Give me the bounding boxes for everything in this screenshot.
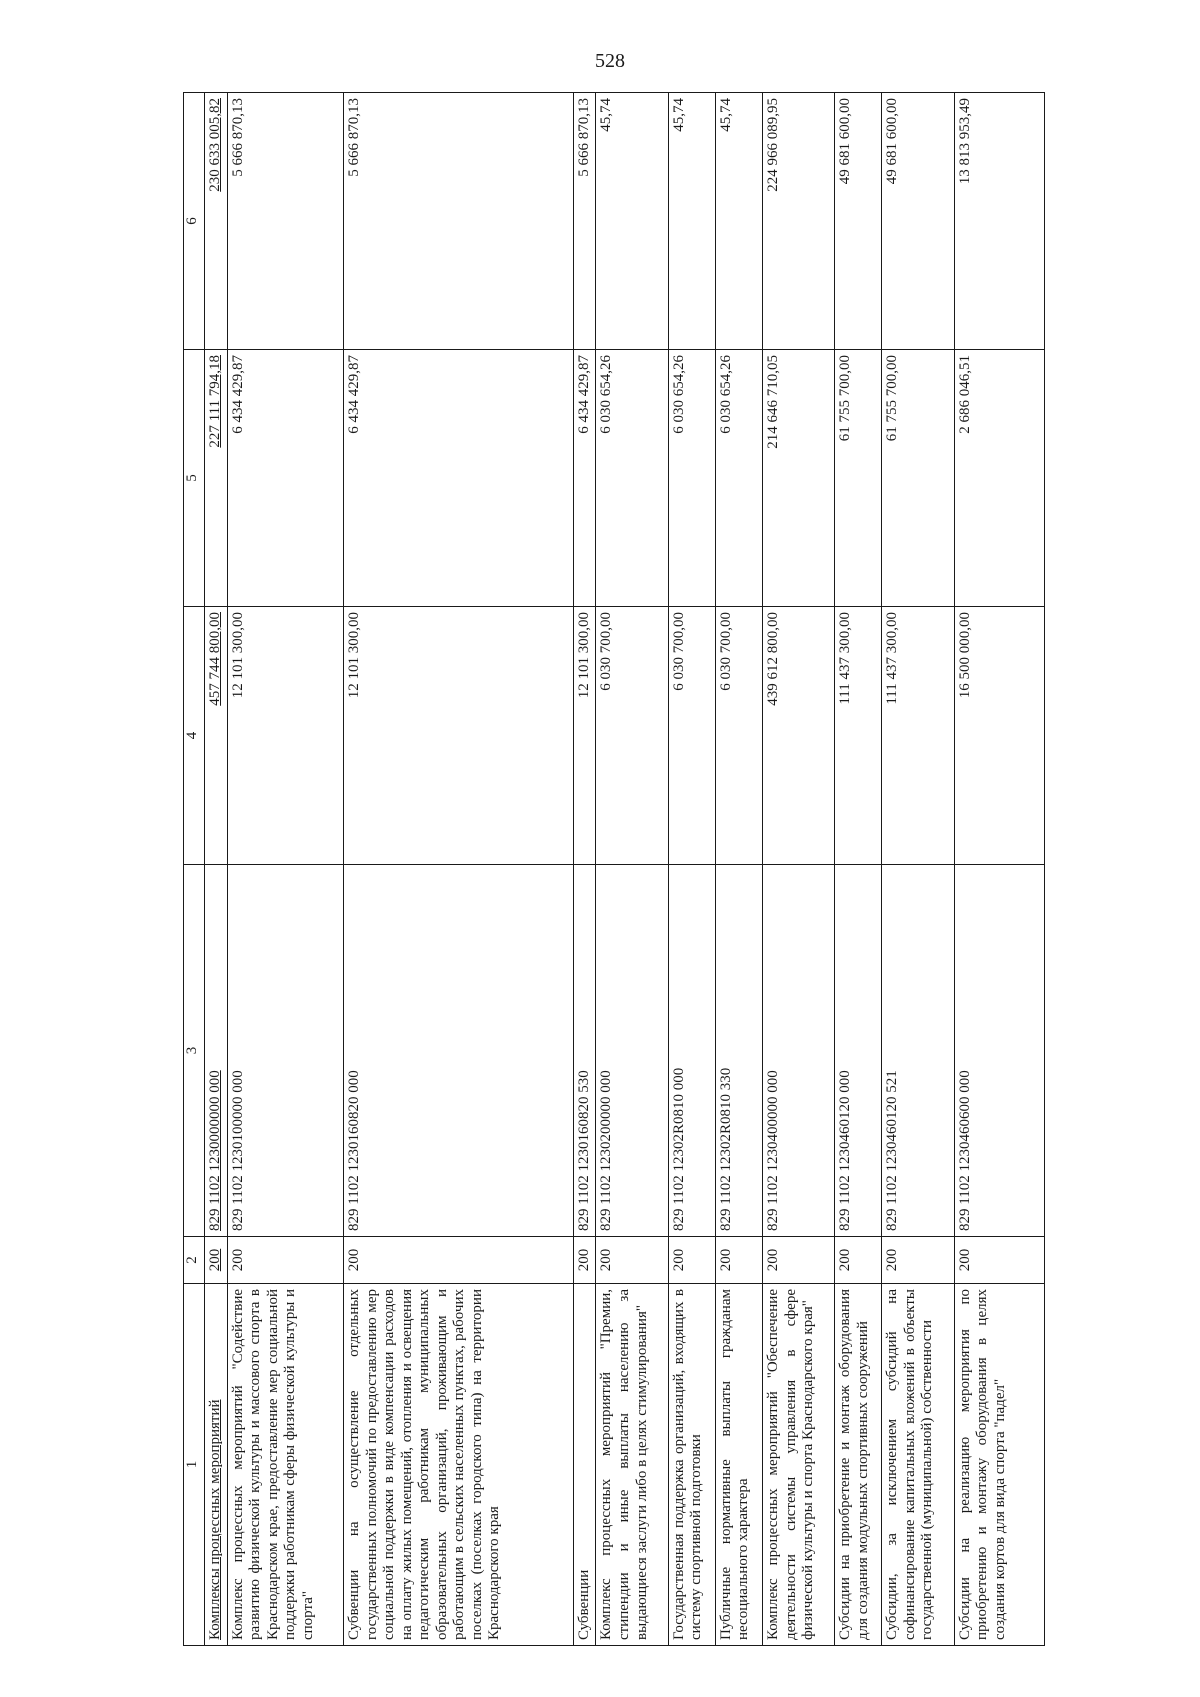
- row-fact-cell: 61 755 700,00: [835, 350, 882, 607]
- row-col2-cell: 200: [344, 1237, 574, 1284]
- table-row: [882, 93, 954, 1646]
- row-plan-cell: 12 101 300,00: [573, 607, 596, 865]
- table-row: [835, 93, 882, 1646]
- row-code-cell: 829 1102 1230160820 000: [344, 865, 574, 1237]
- row-code-cell: 829 1102 12302R0810 000: [668, 865, 715, 1237]
- row-code-cell: 829 1102 12302R0810 330: [715, 865, 762, 1237]
- row-remain-cell: 230 633 005,82: [205, 93, 228, 350]
- row-col2-cell: 200: [573, 1237, 596, 1284]
- row-code-cell: 829 1102 1230000000 000: [205, 865, 228, 1237]
- row-plan-cell: 6 030 700,00: [668, 607, 715, 865]
- row-col2-cell: 200: [882, 1237, 954, 1284]
- row-remain-cell: 45,74: [715, 93, 762, 350]
- row-fact-cell: 2 686 046,51: [954, 350, 1044, 607]
- row-code-cell: 829 1102 1230200000 000: [596, 865, 668, 1237]
- row-name-cell: Субвенции на осуществление отдельных государственных полномочий по предоставлению мер социальной поддержки в виде компенсации расходов на оплату жилых помещений, отопления и освещения педагогическим работникам муниципальных образовательных организаций, проживающим и работающим в сельских населенных пунктах, рабочих поселках (поселках городского типа) на территории Краснодарского края: [344, 1284, 574, 1646]
- table-row: [227, 93, 343, 1646]
- row-fact-cell: 6 434 429,87: [227, 350, 343, 607]
- row-name-cell: Комплекс процессных мероприятий "Премии, стипендии и иные выплаты населению за выдающиеся заслуги либо в целях стимулирования": [596, 1284, 668, 1646]
- row-plan-cell: 12 101 300,00: [344, 607, 574, 865]
- row-remain-cell: 5 666 870,13: [344, 93, 574, 350]
- row-plan-cell: 16 500 000,00: [954, 607, 1044, 865]
- row-plan-cell: 439 612 800,00: [762, 607, 834, 865]
- page-number: 528: [595, 50, 625, 72]
- row-fact-cell: 6 030 654,26: [596, 350, 668, 607]
- row-plan-cell: 111 437 300,00: [835, 607, 882, 865]
- row-fact-cell: 6 030 654,26: [715, 350, 762, 607]
- row-name-cell: Комплексы процессных мероприятий: [205, 1284, 228, 1646]
- row-name-cell: Субвенции: [573, 1284, 596, 1646]
- header-cell: 2: [184, 1237, 205, 1284]
- header-cell: 4: [184, 607, 205, 865]
- row-code-cell: 829 1102 1230160820 530: [573, 865, 596, 1237]
- table-row: [668, 93, 715, 1646]
- rotated-table-container: [183, 93, 1045, 1646]
- row-code-cell: 829 1102 1230460600 000: [954, 865, 1044, 1237]
- row-plan-cell: 12 101 300,00: [227, 607, 343, 865]
- row-code-cell: 829 1102 1230460120 000: [835, 865, 882, 1237]
- row-name-cell: Государственная поддержка организаций, входящих в систему спортивной подготовки: [668, 1284, 715, 1646]
- row-fact-cell: 61 755 700,00: [882, 350, 954, 607]
- row-remain-cell: 45,74: [668, 93, 715, 350]
- table-row: [344, 93, 574, 1646]
- header-cell: 3: [184, 865, 205, 1237]
- row-name-cell: Комплекс процессных мероприятий "Обеспечение деятельности системы управления в сфере физической культуры и спорта Краснодарского края": [762, 1284, 834, 1646]
- row-code-cell: 829 1102 1230100000 000: [227, 865, 343, 1237]
- row-plan-cell: 6 030 700,00: [715, 607, 762, 865]
- header-cell: 5: [184, 350, 205, 607]
- row-code-cell: 829 1102 1230400000 000: [762, 865, 834, 1237]
- row-fact-cell: 6 030 654,26: [668, 350, 715, 607]
- row-name-cell: Комплекс процессных мероприятий "Содействие развитию физической культуры и массового спорта в Краснодарском крае, предоставление мер социальной поддержки работникам сферы физической культуры и спорта": [227, 1284, 343, 1646]
- header-cell: 6: [184, 93, 205, 350]
- table-row: [762, 93, 834, 1646]
- budget-table: [183, 92, 1045, 1646]
- row-remain-cell: 49 681 600,00: [882, 93, 954, 350]
- row-plan-cell: 6 030 700,00: [596, 607, 668, 865]
- table-row: [573, 93, 596, 1646]
- row-col2-cell: 200: [668, 1237, 715, 1284]
- row-remain-cell: 13 813 953,49: [954, 93, 1044, 350]
- row-col2-cell: 200: [835, 1237, 882, 1284]
- row-fact-cell: 6 434 429,87: [573, 350, 596, 607]
- row-col2-cell: 200: [227, 1237, 343, 1284]
- table-row: [596, 93, 668, 1646]
- row-fact-cell: 227 111 794,18: [205, 350, 228, 607]
- row-code-cell: 829 1102 1230460120 521: [882, 865, 954, 1237]
- row-col2-cell: 200: [762, 1237, 834, 1284]
- row-col2-cell: 200: [954, 1237, 1044, 1284]
- row-remain-cell: 224 966 089,95: [762, 93, 834, 350]
- row-name-cell: Субсидии на реализацию мероприятия по приобретению и монтажу оборудования в целях создания кортов для вида спорта "падел": [954, 1284, 1044, 1646]
- row-remain-cell: 45,74: [596, 93, 668, 350]
- row-fact-cell: 6 434 429,87: [344, 350, 574, 607]
- row-remain-cell: 5 666 870,13: [573, 93, 596, 350]
- header-cell: 1: [184, 1284, 205, 1646]
- table-row: [715, 93, 762, 1646]
- row-plan-cell: 111 437 300,00: [882, 607, 954, 865]
- row-col2-cell: 200: [715, 1237, 762, 1284]
- row-remain-cell: 49 681 600,00: [835, 93, 882, 350]
- row-name-cell: Субсидии на приобретение и монтаж оборудования для создания модульных спортивных сооружений: [835, 1284, 882, 1646]
- table-header-row: [184, 93, 205, 1646]
- row-name-cell: Субсидии, за исключением субсидий на софинансирование капитальных вложений в объекты государственной (муниципальной) собственности: [882, 1284, 954, 1646]
- table-row: [954, 93, 1044, 1646]
- row-name-cell: Публичные нормативные выплаты гражданам несоциального характера: [715, 1284, 762, 1646]
- row-col2-cell: 200: [205, 1237, 228, 1284]
- table-row: [205, 93, 228, 1646]
- row-remain-cell: 5 666 870,13: [227, 93, 343, 350]
- row-fact-cell: 214 646 710,05: [762, 350, 834, 607]
- row-plan-cell: 457 744 800,00: [205, 607, 228, 865]
- row-col2-cell: 200: [596, 1237, 668, 1284]
